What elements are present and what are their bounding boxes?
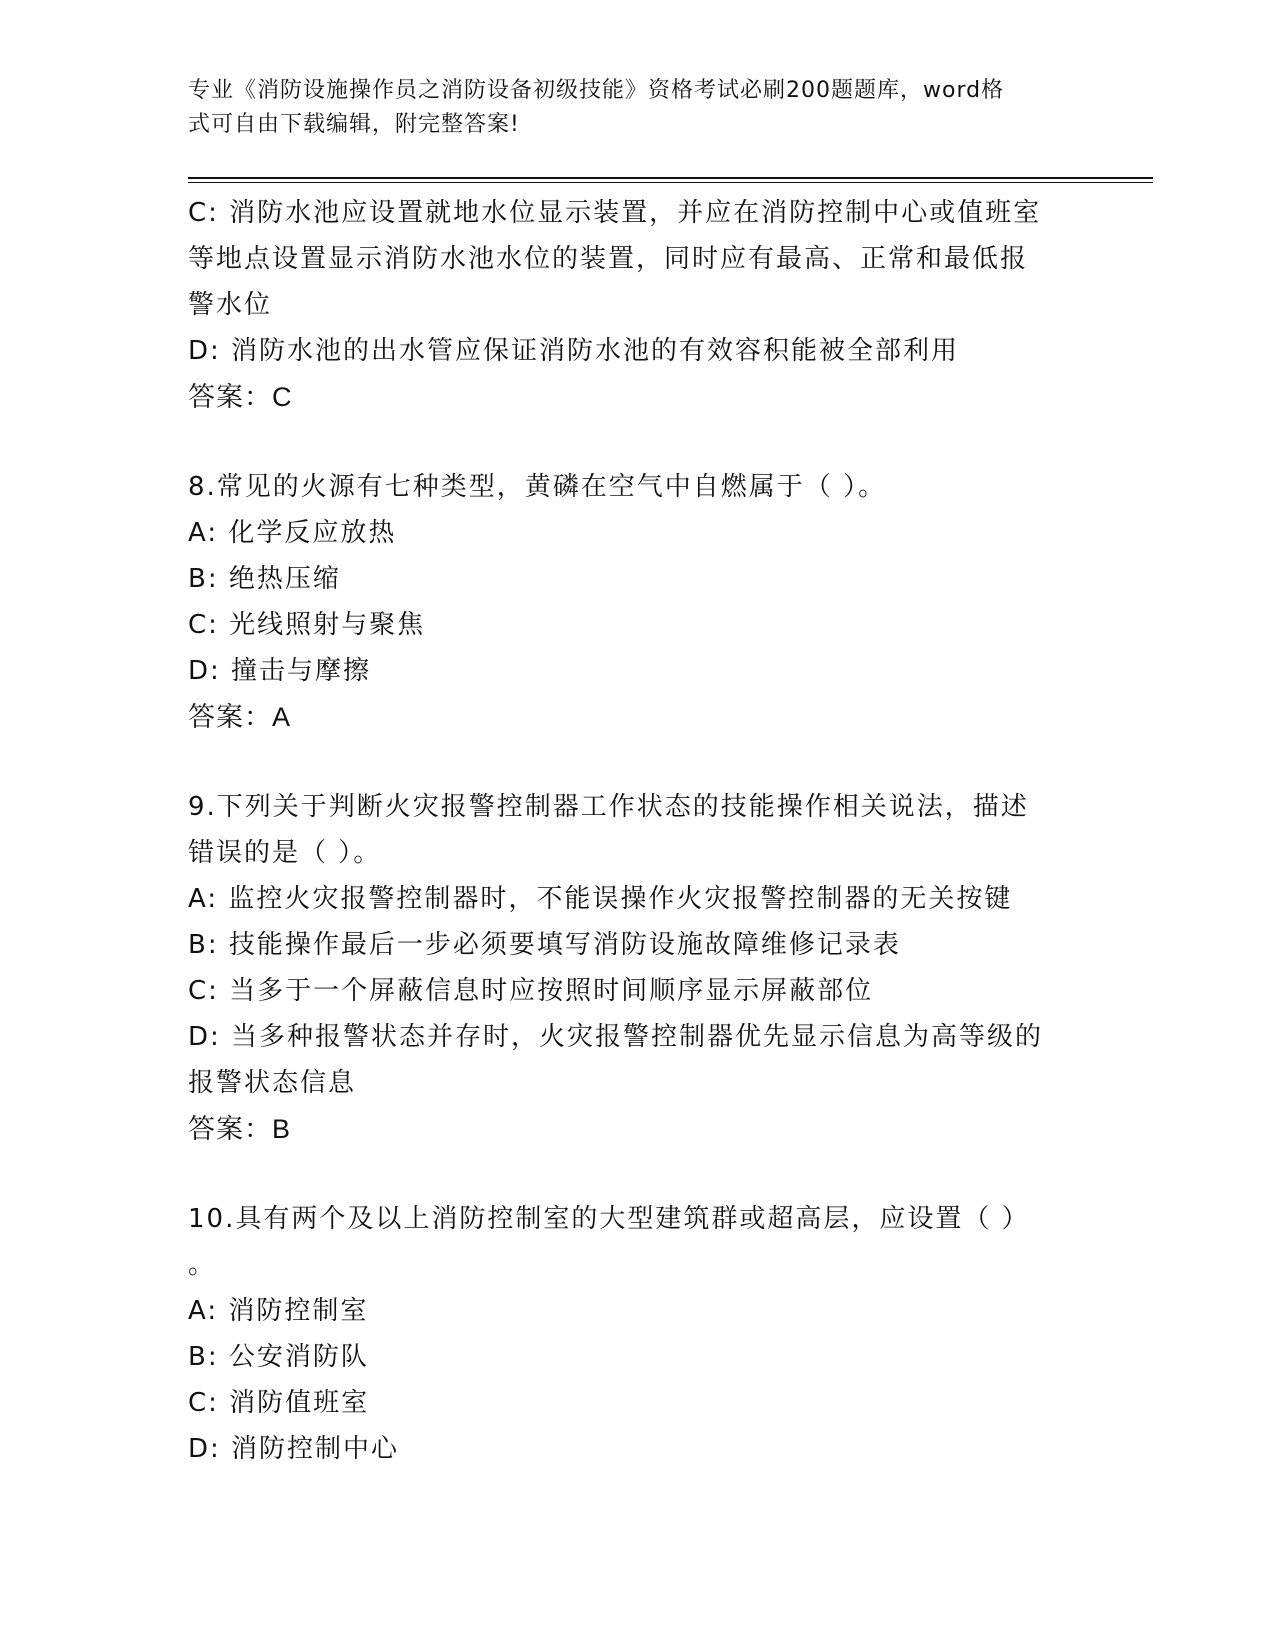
answer: 答案：A	[188, 702, 292, 732]
option-b: B: 公安消防队	[188, 1342, 369, 1372]
spacer	[188, 740, 1088, 784]
spacer	[188, 1152, 1088, 1196]
option-a: A: 消防控制室	[188, 1296, 369, 1326]
option-d: D: 撞击与摩擦	[188, 656, 372, 686]
option-a: A: 监控火灾报警控制器时，不能误操作火灾报警控制器的无关按键	[188, 884, 1013, 914]
question-stem-continued: 。	[188, 1250, 217, 1280]
option-d: D: 当多种报警状态并存时，火灾报警控制器优先显示信息为高等级的	[188, 1022, 1044, 1052]
question-7-continuation	[188, 190, 1088, 420]
option-c: C: 光线照射与聚焦	[188, 610, 426, 640]
option-d: D: 消防水池的出水管应保证消防水池的有效容积能被全部利用	[188, 336, 960, 366]
question-list	[188, 190, 1088, 1472]
option-c-continued: 警水位	[188, 290, 273, 320]
option-b: B: 技能操作最后一步必须要填写消防设施故障维修记录表	[188, 930, 901, 960]
question-stem: 8.常见的火源有七种类型，黄磷在空气中自燃属于（ ）。	[188, 472, 887, 502]
question-10	[188, 1196, 1088, 1472]
answer: 答案：B	[188, 1114, 292, 1144]
option-b: B: 绝热压缩	[188, 564, 341, 594]
document-header	[188, 74, 1068, 142]
option-c-continued: 等地点设置显示消防水池水位的装置，同时应有最高、正常和最低报	[188, 244, 1029, 274]
option-c: C: 消防水池应设置就地水位显示装置，并应在消防控制中心或值班室	[188, 198, 1042, 228]
option-a: A: 化学反应放热	[188, 518, 397, 548]
option-c: C: 消防值班室	[188, 1388, 370, 1418]
header-divider-thick	[188, 177, 1153, 179]
header-line-2: 式可自由下载编辑，附完整答案!	[188, 112, 520, 137]
question-stem: 10.具有两个及以上消防控制室的大型建筑群或超高层，应设置（ ）	[188, 1204, 1030, 1234]
question-8	[188, 464, 1088, 740]
question-stem: 9.下列关于判断火灾报警控制器工作状态的技能操作相关说法，描述	[188, 792, 1029, 822]
header-divider-thin	[188, 182, 1153, 183]
spacer	[188, 420, 1088, 464]
option-d-continued: 报警状态信息	[188, 1068, 357, 1098]
question-stem-continued: 错误的是（ ）。	[188, 838, 382, 868]
option-c: C: 当多于一个屏蔽信息时应按照时间顺序显示屏蔽部位	[188, 976, 874, 1006]
option-d: D: 消防控制中心	[188, 1434, 400, 1464]
header-line-1: 专业《消防设施操作员之消防设备初级技能》资格考试必刷200题题库，word格	[188, 78, 1005, 103]
question-9	[188, 784, 1088, 1152]
answer: 答案：C	[188, 382, 293, 412]
